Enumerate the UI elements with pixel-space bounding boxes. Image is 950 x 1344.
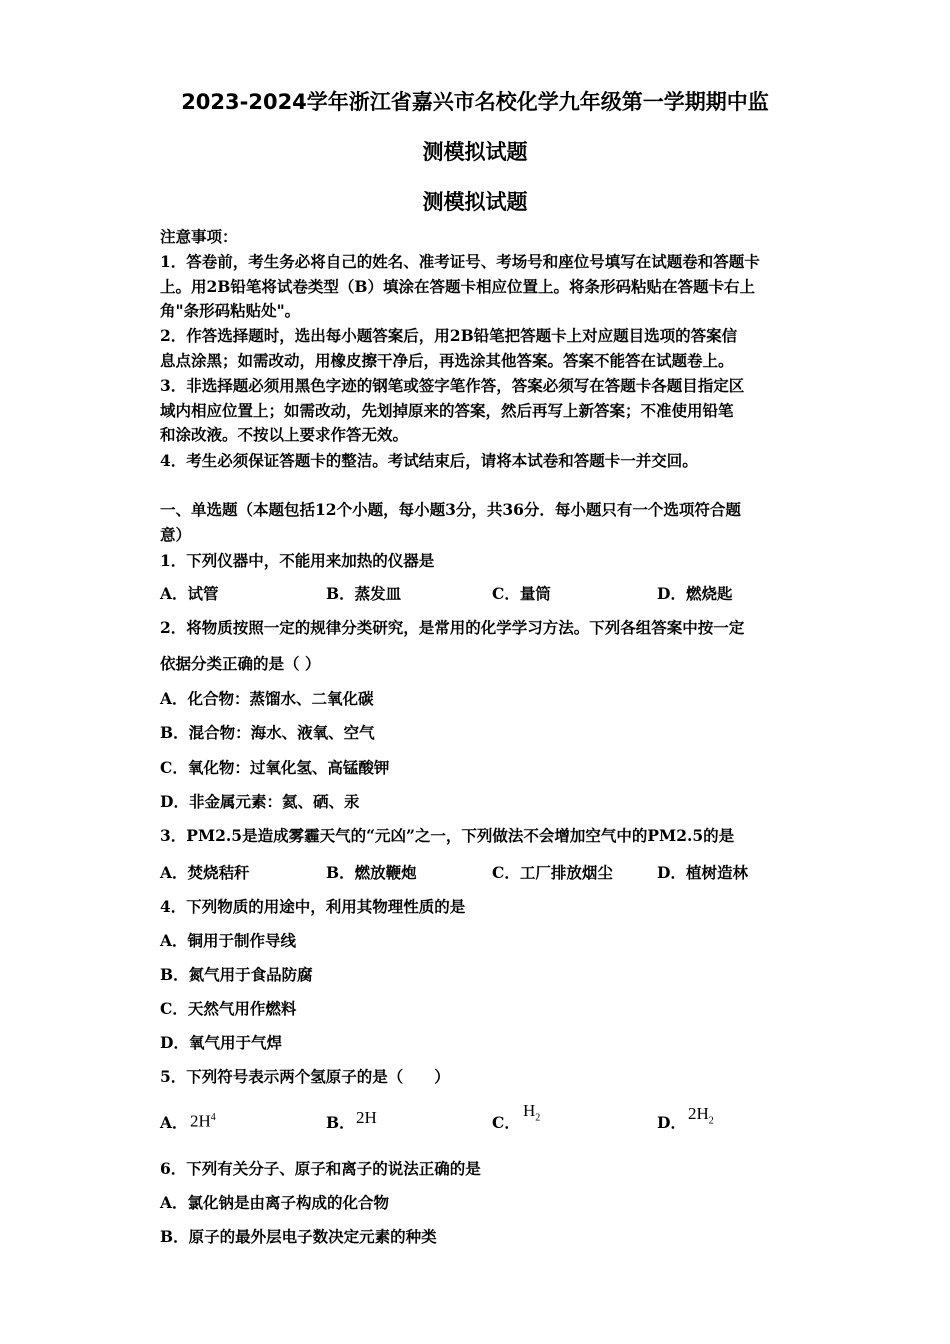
q4-option-b: B．氮气用于食品防腐 [160, 965, 313, 984]
q1-option-b: B．蒸发皿 [326, 584, 402, 603]
question-4-stem: 4．下列物质的用途中，利用其物理性质的是 [160, 897, 466, 916]
q4-option-d: D．氧气用于气焊 [160, 1033, 282, 1052]
q1-option-d: D．燃烧匙 [657, 584, 733, 603]
q5-option-c-label: C． [492, 1113, 520, 1132]
question-3-stem: 3．PM2.5是造成雾霾天气的“元凶”之一，下列做法不会增加空气中的PM2.5的是 [160, 826, 735, 845]
notice-line: 1．答卷前，考生务必将自己的姓名、准考证号、考场号和座位号填写在试题卷和答题卡 [160, 252, 760, 271]
q1-option-a: A．试管 [160, 584, 219, 603]
section-heading-cont: 意） [160, 525, 192, 544]
notice-line: 和涂改液。不按以上要求作答无效。 [160, 425, 409, 444]
q3-option-a: A．焚烧秸秆 [160, 863, 250, 882]
q4-option-c: C．天然气用作燃料 [160, 999, 297, 1018]
q5-option-a-label: A． [160, 1113, 188, 1132]
notice-line: 上。用2B铅笔将试卷类型（B）填涂在答题卡相应位置上。将条形码粘贴在答题卡右上 [160, 277, 755, 296]
exam-title-line-3: 测模拟试题 [422, 190, 528, 214]
notice-line: 域内相应位置上；如需改动，先划掉原来的答案，然后再写上新答案；不准使用铅笔 [160, 401, 734, 420]
q2-option-d: D．非金属元素：氦、硒、汞 [160, 792, 360, 811]
q5-option-d-formula: $2H_2$ [688, 1104, 714, 1127]
notice-line: 2．作答选择题时，选出每小题答案后，用2B铅笔把答题卡上对应题目选项的答案信 [160, 326, 738, 345]
notice-line: 3．非选择题必须用黑色字迹的钢笔或签字笔作答，答案必须写在答题卡各题目指定区 [160, 376, 745, 395]
q2-option-c: C．氧化物：过氧化氢、高锰酸钾 [160, 758, 390, 777]
q2-option-b: B．混合物：海水、液氧、空气 [160, 723, 375, 742]
exam-title-line-1: 2023-2024学年浙江省嘉兴市名校化学九年级第一学期期中监 [181, 90, 769, 114]
q2-option-a: A．化合物：蒸馏水、二氧化碳 [160, 689, 374, 708]
question-1-stem: 1．下列仪器中，不能用来加热的仪器是 [160, 551, 435, 570]
q3-option-d: D．植树造林 [657, 863, 748, 882]
question-2-stem: 2．将物质按照一定的规律分类研究，是常用的化学学习方法。下列各组答案中按一定 [160, 618, 745, 637]
section-heading: 一、单选题（本题包括12个小题，每小题3分，共36分．每小题只有一个选项符合题 [160, 500, 741, 519]
question-2-stem-cont: 依据分类正确的是（ ） [160, 654, 321, 673]
question-6-stem: 6．下列有关分子、原子和离子的说法正确的是 [160, 1159, 481, 1178]
exam-title-line-2: 测模拟试题 [422, 140, 528, 164]
q6-option-b: B．原子的最外层电子数决定元素的种类 [160, 1227, 437, 1246]
notice-line: 4．考生必须保证答题卡的整洁。考试结束后，请将本试卷和答题卡一并交回。 [160, 451, 698, 470]
q3-option-b: B．燃放鞭炮 [326, 863, 417, 882]
notice-heading: 注意事项： [160, 227, 238, 246]
q6-option-a: A．氯化钠是由离子构成的化合物 [160, 1193, 390, 1212]
question-5-stem: 5．下列符号表示两个氢原子的是（ ） [160, 1067, 450, 1086]
q5-option-b-formula: 2H [356, 1108, 377, 1127]
notice-line: 角"条形码粘贴处"。 [160, 301, 301, 320]
q3-option-c: C．工厂排放烟尘 [492, 863, 613, 882]
notice-line: 息点涂黑；如需改动，用橡皮擦干净后，再选涂其他答案。答案不能答在试题卷上。 [160, 351, 734, 370]
q5-option-a-formula: $2H^4$ [190, 1111, 216, 1131]
q5-option-d-label: D． [657, 1113, 686, 1132]
q5-option-c-formula: $H_2$ [523, 1101, 541, 1124]
q1-option-c: C．量筒 [492, 584, 551, 603]
q4-option-a: A．铜用于制作导线 [160, 931, 297, 950]
q5-option-b-label: B． [326, 1113, 355, 1132]
